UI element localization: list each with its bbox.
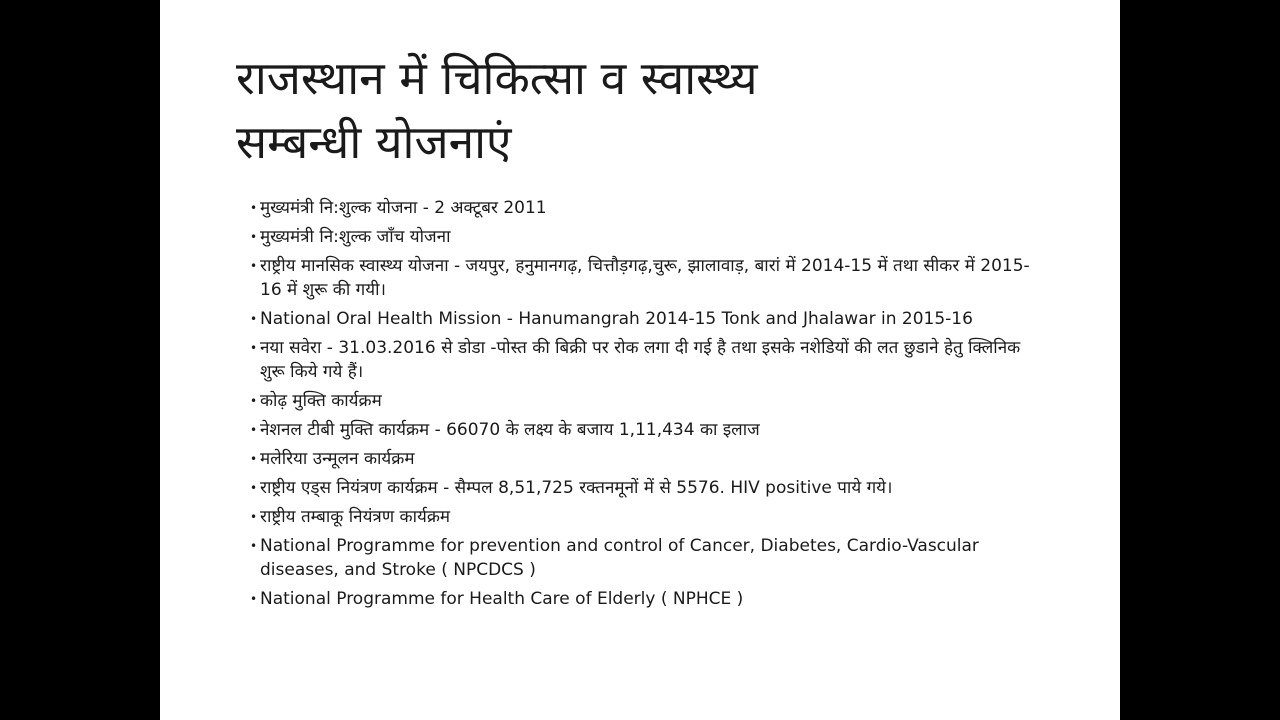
list-item — [250, 225, 1050, 249]
list-item — [250, 587, 1050, 611]
list-item-text: मुख्यमंत्री नि:शुल्क जाँच योजना — [260, 227, 451, 247]
list-item-text: मलेरिया उन्मूलन कार्यक्रम — [260, 449, 415, 469]
slide-title — [236, 46, 1096, 174]
list-item — [250, 476, 1050, 500]
bullet-icon: • — [250, 230, 258, 244]
list-item — [250, 196, 1050, 220]
list-item-text: कोढ़ मुक्ति कार्यक्रम — [260, 391, 382, 411]
list-item-text: National Oral Health Mission - Hanumangrah 2014-15 Tonk and Jhalawar in 2015-16 — [260, 309, 973, 329]
list-item — [250, 418, 1050, 442]
list-item — [250, 447, 1050, 471]
list-item-text: नेशनल टीबी मुक्ति कार्यक्रम - 66070 के लक्ष्य के बजाय 1,11,434 का इलाज — [260, 420, 760, 440]
slide-title-line: सम्बन्धी योजनाएं — [236, 115, 512, 169]
list-item-text: National Programme for prevention and control of Cancer, Diabetes, Cardio-Vascular diseases, and Stroke ( NPCDCS ) — [260, 536, 979, 580]
list-item-text: National Programme for Health Care of Elderly ( NPHCE ) — [260, 589, 744, 609]
list-item-text: नया सवेरा - 31.03.2016 से डोडा -पोस्त की बिक्री पर रोक लगा दी गई है तथा इसके नशेडियों की लत छुडाने हेतु क्लिनिक शुरू किये गये हैं। — [260, 338, 1021, 382]
bullet-icon: • — [250, 341, 258, 355]
slide — [160, 0, 1120, 720]
list-item-text: मुख्यमंत्री नि:शुल्क योजना - 2 अक्टूबर 2011 — [260, 198, 547, 218]
bullet-icon: • — [250, 452, 258, 466]
list-item — [250, 534, 1050, 582]
list-item — [250, 505, 1050, 529]
list-item — [250, 336, 1050, 384]
bullet-icon: • — [250, 510, 258, 524]
bullet-icon: • — [250, 539, 258, 553]
list-item-text: राष्ट्रीय तम्बाकू नियंत्रण कार्यक्रम — [260, 507, 451, 527]
list-item — [250, 389, 1050, 413]
bullet-icon: • — [250, 201, 258, 215]
list-item-text: राष्ट्रीय मानसिक स्वास्थ्य योजना - जयपुर, हनुमानगढ़, चित्तौड़गढ़,चुरू, झालावाड़, बारां में 2014-15 में तथा सीकर में 2015-16 में शुरू की गयी। — [260, 256, 1030, 300]
bullet-icon: • — [250, 312, 258, 326]
list-item-text: राष्ट्रीय एड्स नियंत्रण कार्यक्रम - सैम्पल 8,51,725 रक्तनमूनों में से 5576. HIV positive पाये गये। — [260, 478, 893, 498]
bullet-icon: • — [250, 481, 258, 495]
bullet-icon: • — [250, 423, 258, 437]
bullet-icon: • — [250, 394, 258, 408]
list-item — [250, 254, 1050, 302]
slide-title-line: राजस्थान में चिकित्सा व स्वास्थ्य — [236, 51, 758, 105]
bullet-list — [250, 196, 1050, 616]
bullet-icon: • — [250, 259, 258, 273]
list-item — [250, 307, 1050, 331]
bullet-icon: • — [250, 592, 258, 606]
